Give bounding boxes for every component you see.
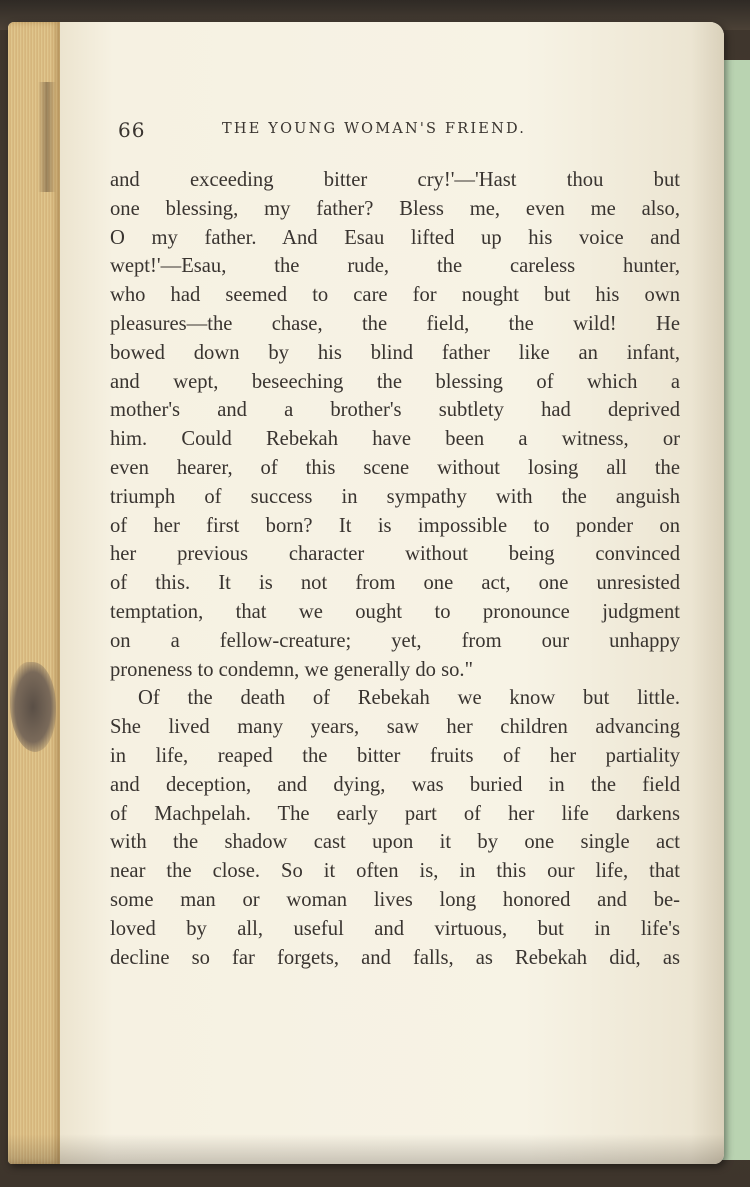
- text-line: near the close. So it often is, in this our life, that: [110, 860, 680, 883]
- text-line: some man or woman lives long honored and be-: [110, 888, 680, 911]
- text-line: mother's and a brother's subtlety had deprived: [110, 399, 680, 422]
- text-line: on a fellow-creature; yet, from our unhappy: [110, 629, 680, 652]
- text-line: him. Could Rebekah have been a witness, or: [110, 428, 680, 451]
- text-line: and wept, beseeching the blessing of which a: [110, 370, 680, 393]
- text-line: pleasures—the chase, the field, the wild! He: [110, 312, 680, 335]
- text-line: in life, reaped the bitter fruits of her partiality: [110, 744, 680, 767]
- text-line: wept!'—Esau, the rude, the careless hunter,: [110, 255, 680, 278]
- running-head: THE YOUNG WOMAN'S FRIEND.: [222, 121, 527, 137]
- text-line: of this. It is not from one act, one unresisted: [110, 572, 680, 595]
- text-line: her previous character without being convinced: [110, 543, 680, 566]
- text-line: of her first born? It is impossible to ponder on: [110, 514, 680, 537]
- edge-discoloration: [38, 82, 56, 192]
- page-edges: [8, 22, 60, 1164]
- text-line: who had seemed to care for nought but his own: [110, 284, 680, 307]
- text-line: loved by all, useful and virtuous, but in life's: [110, 917, 680, 940]
- text-line: of Machpelah. The early part of her life darkens: [110, 802, 680, 825]
- text-line: proneness to condemn, we generally do so.": [110, 658, 473, 681]
- text-line: She lived many years, saw her children advancing: [110, 716, 680, 739]
- body-text: [110, 166, 680, 972]
- page-number: 66: [118, 118, 146, 142]
- text-line: O my father. And Esau lifted up his voice and: [110, 226, 680, 249]
- text-line: even hearer, of this scene without losing all the: [110, 456, 680, 479]
- page-shadow: [8, 1134, 724, 1164]
- text-line: and deception, and dying, was buried in the field: [110, 773, 680, 796]
- text-line: bowed down by his blind father like an infant,: [110, 341, 680, 364]
- text-line: decline so far forgets, and falls, as Rebekah did, as: [110, 946, 680, 969]
- text-line: with the shadow cast upon it by one single act: [110, 831, 680, 854]
- text-line: temptation, that we ought to pronounce judgment: [110, 600, 680, 623]
- text-line: triumph of success in sympathy with the anguish: [110, 485, 680, 508]
- edge-stain: [10, 662, 56, 752]
- background-strip: [720, 60, 750, 1160]
- text-line: and exceeding bitter cry!'—'Hast thou but: [110, 169, 680, 191]
- paragraph-start-line: Of the death of Rebekah we know but little.: [138, 687, 680, 710]
- text-line: one blessing, my father? Bless me, even me also,: [110, 197, 680, 220]
